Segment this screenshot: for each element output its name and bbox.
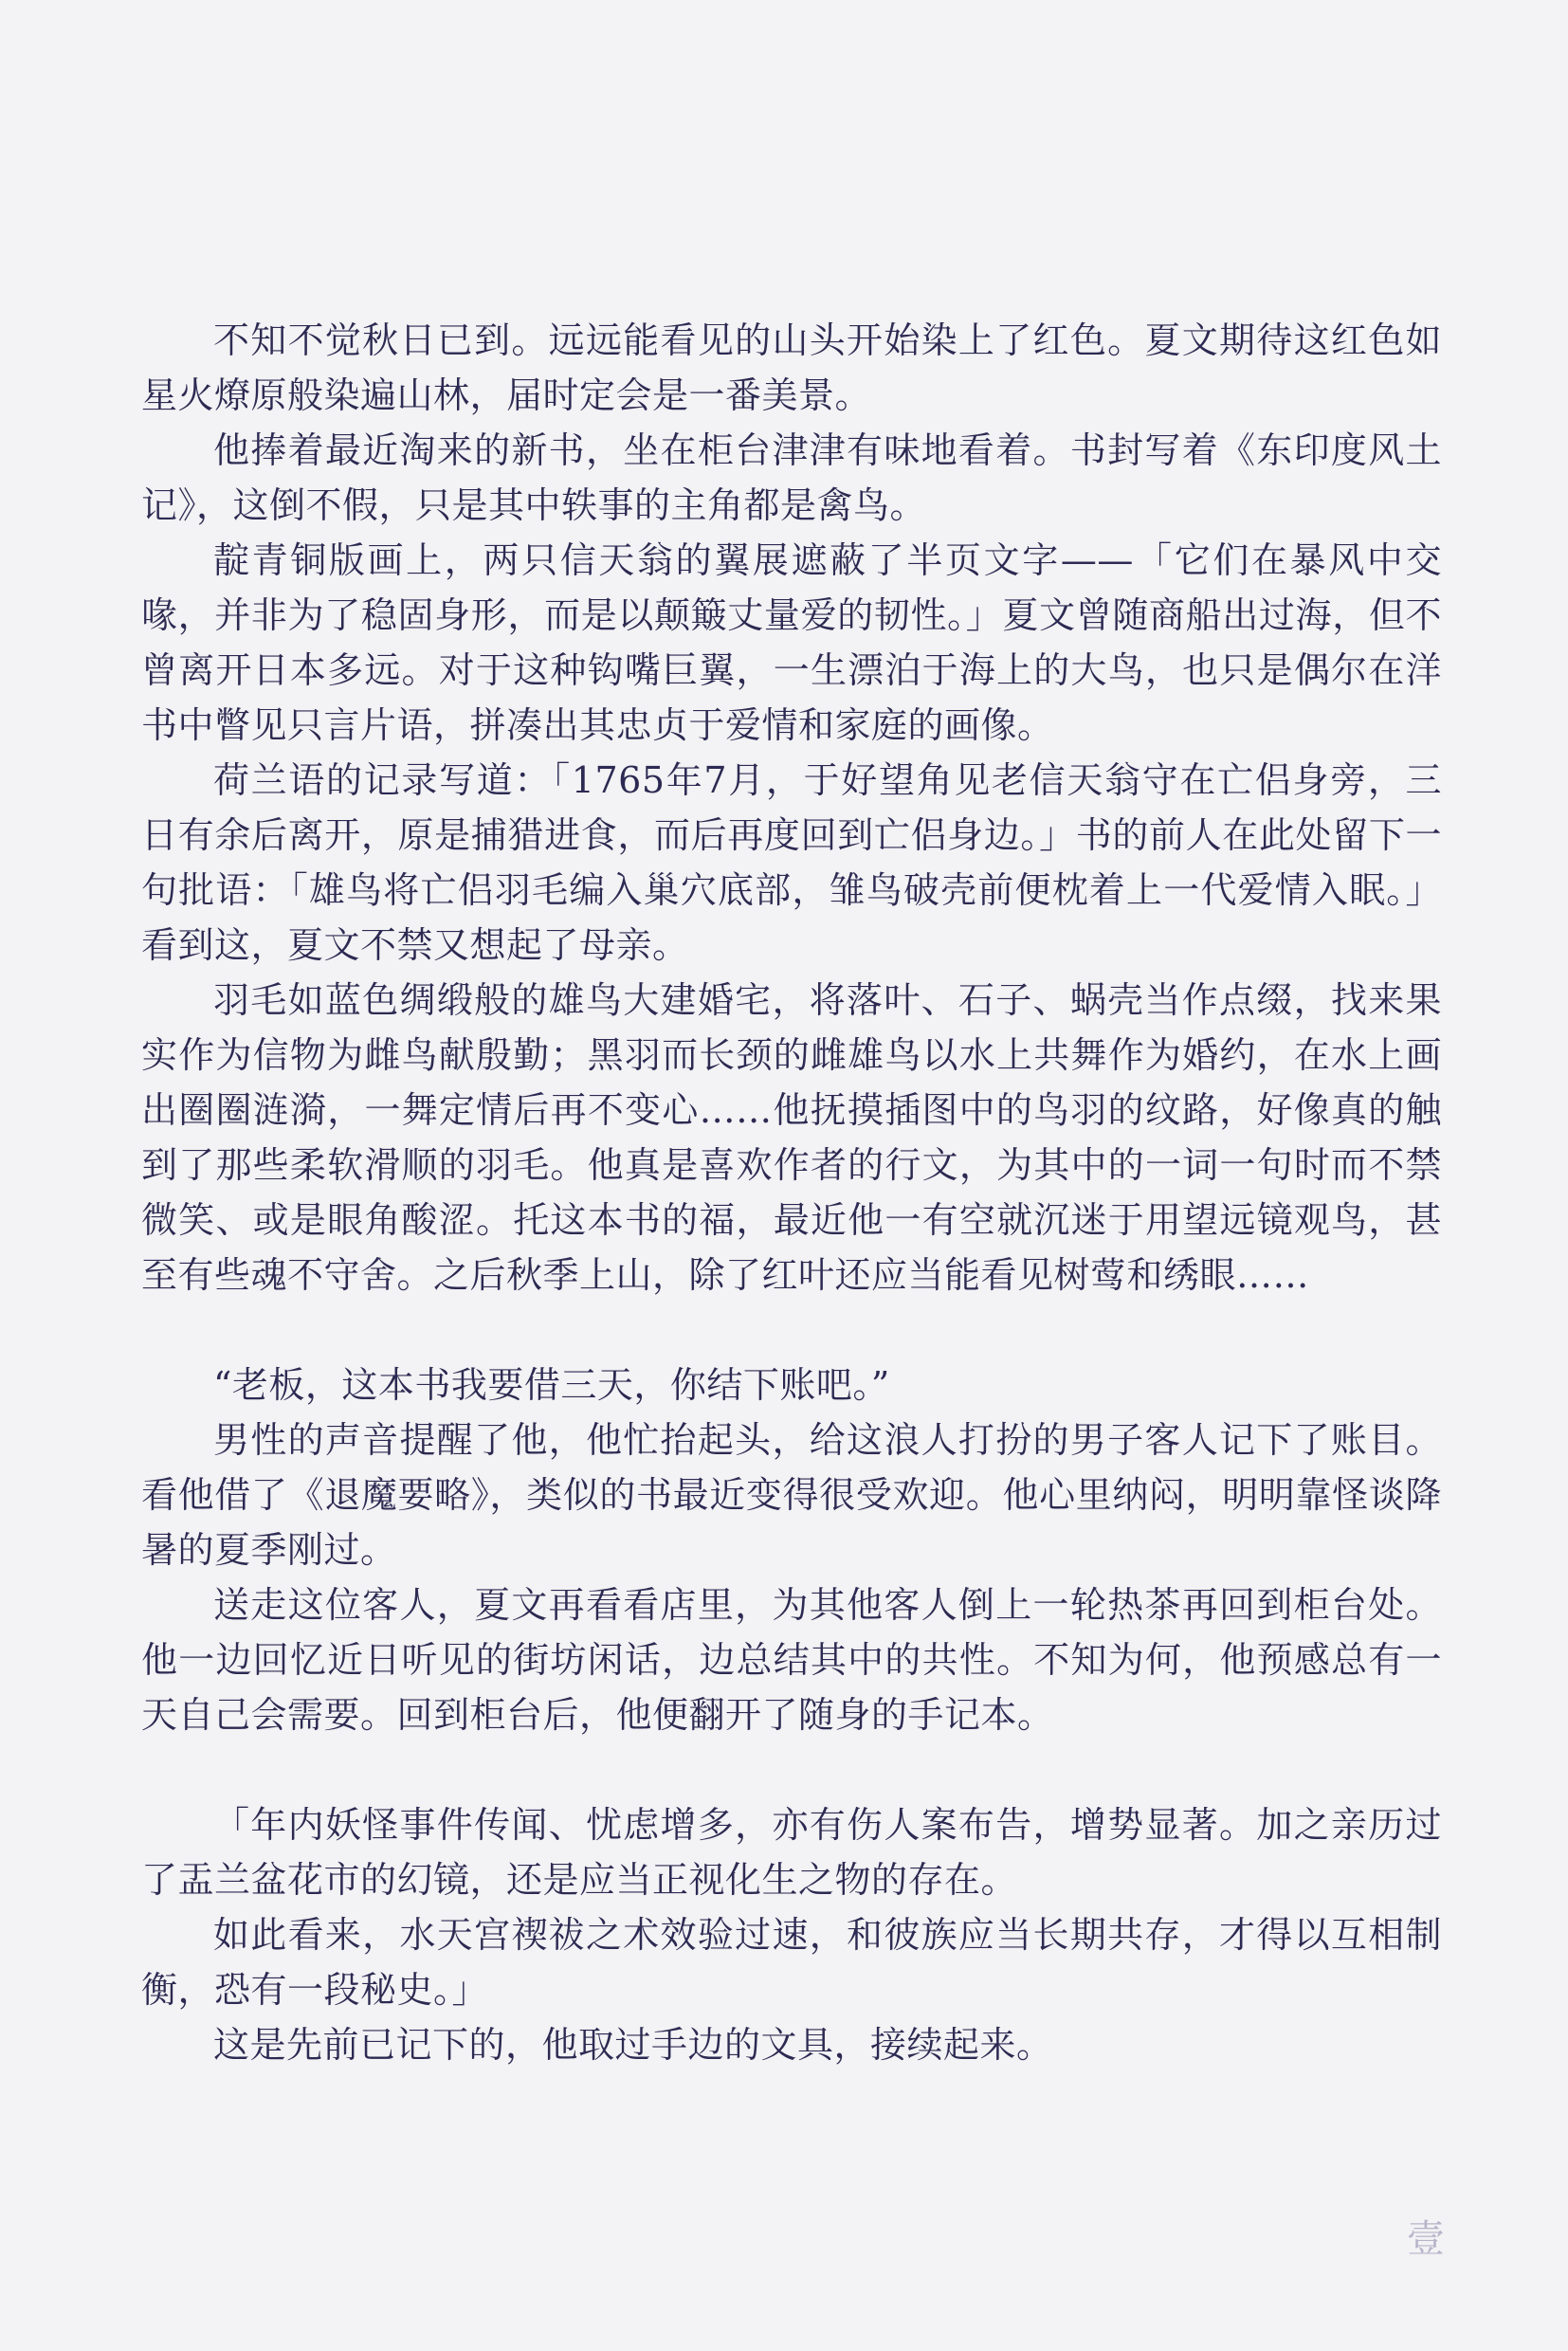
- paragraph-4: 荷兰语的记录写道：「1765年7月，于好望角见老信天翁守在亡侣身旁，三日有余后离开，原是捕猎进食，而后再度回到亡侣身边。」书的前人在此处留下一句批语：「雄鸟将亡侣羽毛编入巢穴底部，雏鸟破壳前便枕着上一代爱情入眠。」看到这，夏文不禁又想起了母亲。: [141, 759, 1442, 966]
- dialogue-paragraph: “老板，这本书我要借三天，你结下账吧。”: [213, 1364, 890, 1406]
- paragraph-2: 他捧着最近淘来的新书，坐在柜台津津有味地看着。书封写着《东印度风土记》，这倒不假，只是其中轶事的主角都是禽鸟。: [141, 429, 1442, 526]
- paragraph-5: 羽毛如蓝色绸缎般的雄鸟大建婚宅，将落叶、石子、蜗壳当作点缀，找来果实作为信物为雌鸟献殷勤；黑羽而长颈的雌雄鸟以水上共舞作为婚约，在水上画出圈圈涟漪，一舞定情后再不变心……他抚摸插图中的鸟羽的纹路，好像真的触到了那些柔软滑顺的羽毛。他真是喜欢作者的行文，为其中的一词一句时而不禁微笑、或是眼角酸涩。托这本书的福，最近他一有空就沉迷于用望远镜观鸟，甚至有些魂不守舍。之后秋季上山，除了红叶还应当能看见树莺和绣眼……: [141, 979, 1442, 1296]
- page-body: [141, 313, 1442, 2072]
- section-break: [141, 1742, 1442, 1797]
- notebook-paragraph-2: 如此看来，水天宫禊祓之术效验过速，和彼族应当长期共存，才得以互相制衡，恐有一段秘史。」: [141, 1914, 1442, 2011]
- closing-paragraph: 这是先前已记下的，他取过手边的文具，接续起来。: [213, 2024, 1053, 2066]
- notebook-paragraph-1: 「年内妖怪事件传闻、忧虑增多，亦有伤人案布告，增势显著。加之亲历过了盂兰盆花市的幻镜，还是应当正视化生之物的存在。: [141, 1804, 1442, 1901]
- paragraph-7: 男性的声音提醒了他，他忙抬起头，给这浪人打扮的男子客人记下了账目。看他借了《退魔要略》，类似的书最近变得很受欢迎。他心里纳闷，明明靠怪谈降暑的夏季刚过。: [141, 1419, 1442, 1571]
- paragraph-3: 靛青铜版画上，两只信天翁的翼展遮蔽了半页文字——「它们在暴风中交喙，并非为了稳固身形，而是以颠簸丈量爱的韧性。」夏文曾随商船出过海，但不曾离开日本多远。对于这种钩嘴巨翼，一生漂泊于海上的大鸟，也只是偶尔在洋书中瞥见只言片语，拼凑出其忠贞于爱情和家庭的画像。: [141, 539, 1442, 746]
- section-break: [141, 1303, 1442, 1358]
- page-number: 壹: [1407, 2217, 1445, 2261]
- paragraph-8: 送走这位客人，夏文再看看店里，为其他客人倒上一轮热茶再回到柜台处。他一边回忆近日听见的街坊闲话，边总结其中的共性。不知为何，他预感总有一天自己会需要。回到柜台后，他便翻开了随身的手记本。: [141, 1584, 1442, 1736]
- paragraph-1: 不知不觉秋日已到。远远能看见的山头开始染上了红色。夏文期待这红色如星火燎原般染遍山林，届时定会是一番美景。: [141, 319, 1442, 416]
